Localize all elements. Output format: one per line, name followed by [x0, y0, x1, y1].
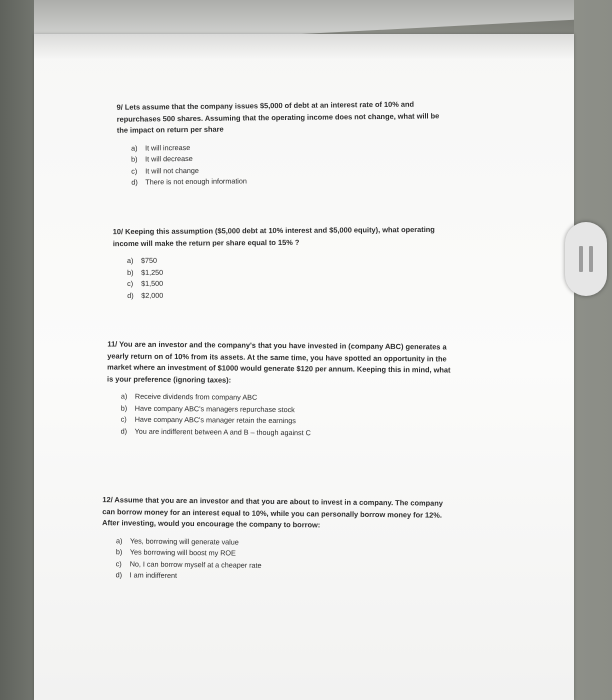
- option-b: b) Have company ABC's managers repurchase stock: [120, 403, 295, 414]
- option-d: d) $2,000: [127, 290, 164, 300]
- option-d: d) There is not enough information: [131, 176, 247, 187]
- question-9: [117, 98, 453, 188]
- pause-button[interactable]: [565, 222, 607, 296]
- question-text: 9/ Lets assume that the company issues $5,000 of debt at an interest rate of 10% and repurchases 500 shares. Assuming that the operating income does not change, what will be the impact on return per share: [116, 99, 440, 135]
- option-list: [127, 253, 443, 302]
- option-c: c) No, I can borrow myself at a cheaper rate: [115, 558, 262, 570]
- option-a: a) Receive dividends from company ABC: [120, 391, 258, 402]
- question-12: [102, 494, 458, 585]
- question-text: 11/ You are an investor and the company's that you have invested in (company ABC) generates a yearly return on of 10% from its assets. At the same time, you have spotted an opportunity in the market where an investment of $1000 would generate $120 per annum. Keeping this in mind, what is your preference (ignoring taxes):: [107, 339, 451, 385]
- option-b: b) $1,250: [127, 267, 164, 277]
- option-a: a) Yes, borrowing will generate value: [115, 535, 239, 547]
- option-d: d) I am indifferent: [115, 570, 178, 581]
- option-list: [121, 391, 457, 440]
- pause-icon: [579, 246, 593, 272]
- option-b: b) Yes borrowing will boost my ROE: [115, 547, 236, 558]
- option-list: [131, 139, 452, 189]
- option-list: [116, 535, 457, 585]
- option-c: c) Have company ABC's manager retain the earnings: [120, 414, 296, 426]
- option-a: a) It will increase: [130, 142, 191, 153]
- question-11: [107, 338, 458, 439]
- option-c: c) It will not change: [131, 165, 199, 176]
- top-shadow: [34, 0, 574, 60]
- question-text: 12/ Assume that you are an investor and that you are about to invest in a company. The company can borrow money for an interest equal to 10%, while you can personally borrow money for 12%. After investing, would you encourage the company to borrow:: [102, 495, 443, 530]
- option-d: d) You are indifferent between A and B – though against C: [120, 426, 311, 438]
- option-b: b) It will decrease: [131, 154, 193, 164]
- question-10: [113, 224, 444, 302]
- question-text: 10/ Keeping this assumption ($5,000 debt at 10% interest and $5,000 equity), what operating income will make the return per share equal to 15% ?: [112, 224, 435, 248]
- option-a: a) $750: [126, 255, 158, 266]
- option-c: c) $1,500: [127, 278, 164, 289]
